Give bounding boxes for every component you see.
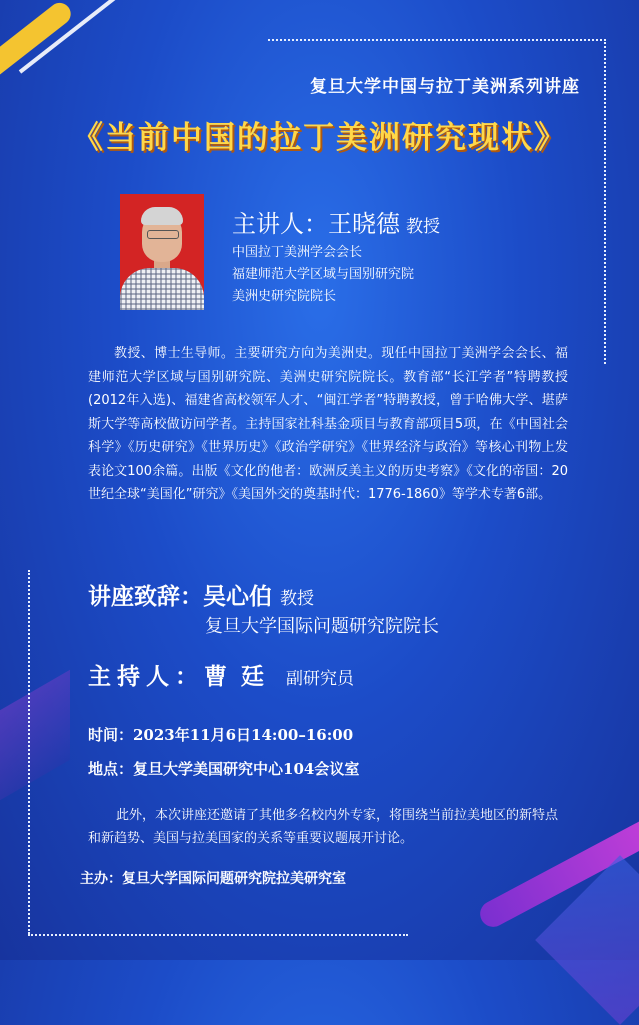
host-label: 主持人： xyxy=(88,663,204,690)
organizer: 主办：复旦大学国际问题研究院拉美研究室 xyxy=(80,871,346,887)
introduction-heading xyxy=(88,578,314,611)
speaker-affiliation: 美洲史研究院院长 xyxy=(232,289,337,304)
speaker-name: 王晓德 xyxy=(328,210,400,238)
additional-info: 此外，本次讲座还邀请了其他多名校内外专家，将围绕当前拉美地区的新特点和新趋势、美国与拉美国家的关系等重要议题展开讨论。 xyxy=(88,808,559,846)
speaker-photo xyxy=(120,194,204,310)
speaker-affiliations xyxy=(232,242,414,308)
dotted-frame-right xyxy=(604,39,606,364)
speaker-bio: 教授、博士生导师。主要研究方向为美洲史。现任中国拉丁美洲学会会长、福建师范大学区域与国别研究院、美洲史研究院院长。教育部“长江学者”特聘教授(2012年入选)、福建省高校领军人才、“闽江学者”特聘教授，曾于哈佛大学、堪萨斯大学等高校做访问学者。主持国家社科基金项目与教育部项目5项，在《中国社会科学》《历史研究》《世界历史》《政治学研究》《世界经济与政治》等核心刊物上发表论文100余篇。出版《文化的他者：欧洲反美主义的历史考察》《文化的帝国：20世纪全球“美国化”研究》《美国外交的奠基时代：1776-1860》等学术专著6部。 xyxy=(88,346,568,502)
speaker-affiliation: 福建师范大学区域与国别研究院 xyxy=(232,267,415,282)
introduction-label: 讲座致辞： xyxy=(88,583,203,610)
introduction-rank: 教授 xyxy=(280,589,314,609)
speaker-label: 主讲人： xyxy=(232,210,328,238)
dotted-frame-bottom xyxy=(28,934,408,936)
yellow-stripe-decoration xyxy=(0,0,75,84)
dotted-frame-top xyxy=(268,39,606,41)
host-heading xyxy=(88,658,354,691)
event-place: 地点：复旦大学美国研究中心104会议室 xyxy=(88,760,360,778)
host-name: 曹廷 xyxy=(204,663,278,690)
introduction-affiliation: 复旦大学国际问题研究院院长 xyxy=(205,616,439,637)
event-time: 时间：2023年11月6日14:00–16:00 xyxy=(88,726,354,744)
dotted-frame-left xyxy=(28,570,30,934)
speaker-affiliation: 中国拉丁美洲学会会长 xyxy=(232,245,363,260)
series-title: 复旦大学中国与拉丁美洲系列讲座 xyxy=(310,77,580,97)
main-title: 《当前中国的拉丁美洲研究现状》 xyxy=(72,120,567,156)
introduction-name: 吴心伯 xyxy=(203,583,272,610)
speaker-rank: 教授 xyxy=(406,217,440,237)
speaker-heading xyxy=(232,204,440,239)
host-rank: 副研究员 xyxy=(286,669,354,689)
purple-shape-decoration xyxy=(0,670,70,800)
